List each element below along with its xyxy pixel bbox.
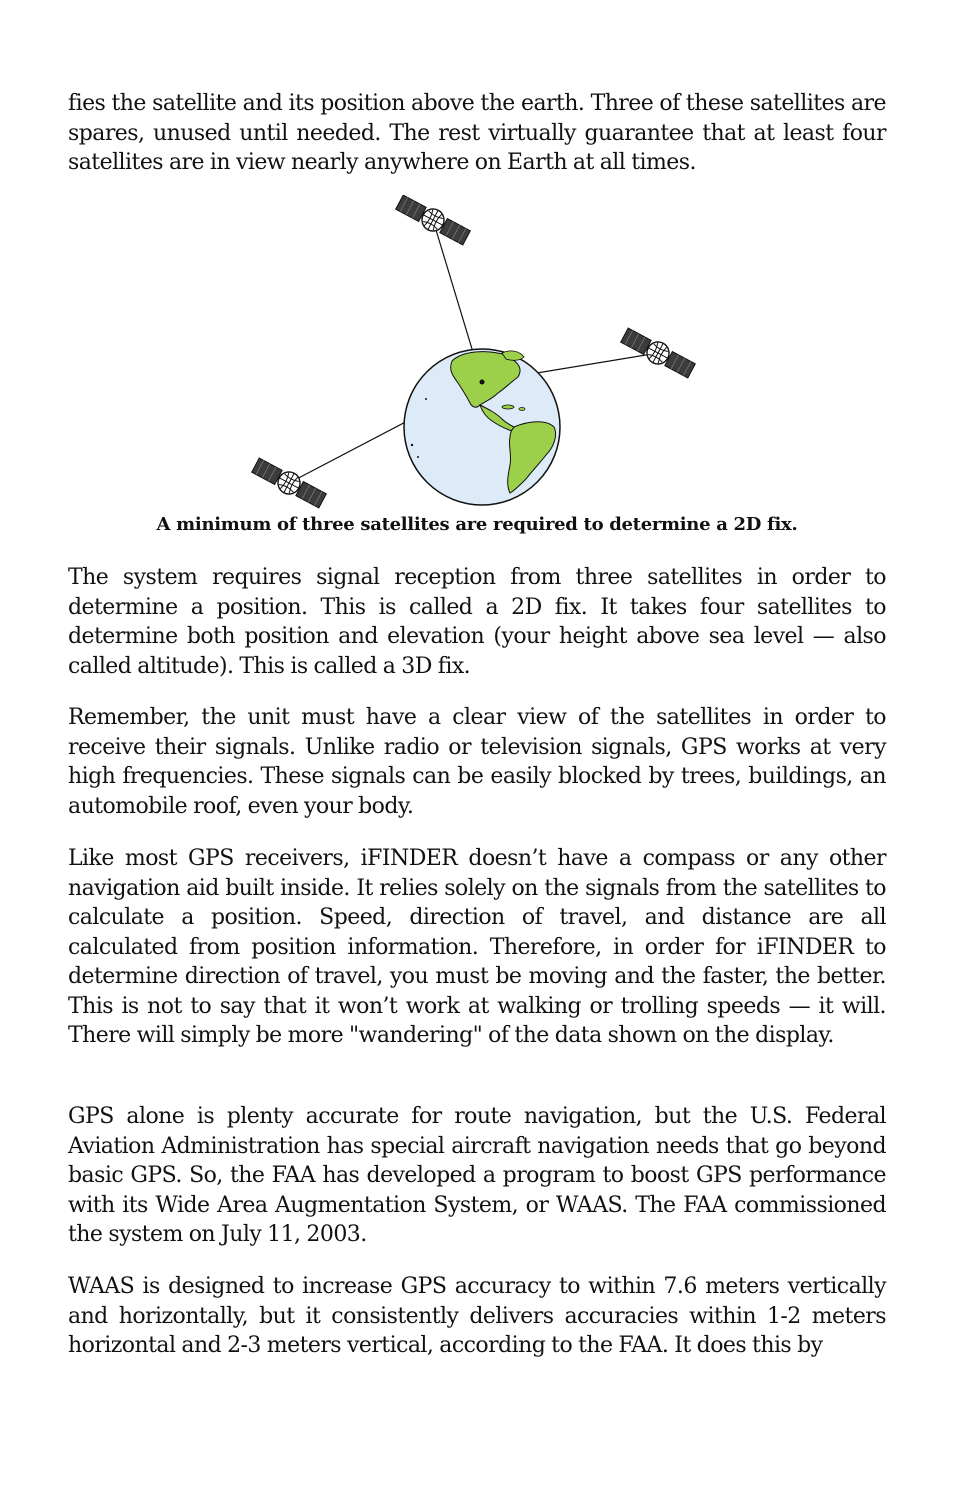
- satellite-diagram-svg: [240, 195, 710, 515]
- paragraph-ifinder: Like most GPS receivers, iFINDER doesn’t have a compass or any other navigation aid built inside. It relies solely on the signals from the satellites to calculate a position. Speed, direction of travel, and distance are all calculated from position information. Therefore, in order for iFINDER to determine direction of travel, you must be moving and the faster, the better. This is not to say that it won’t work at walking or trolling speeds — it will. There will simply be more "wandering" of the data shown on the display.: [68, 846, 886, 1048]
- paragraph-faa: GPS alone is plenty accurate for route navigation, but the U.S. Federal Aviation Administration has special aircraft navigation needs that go beyond basic GPS. So, the FAA has developed a program to boost GPS performance with its Wide Area Augmentation System, or WAAS. The FAA commissioned the system on July 11, 2003.: [68, 1104, 886, 1247]
- paragraph-clear-view: Remember, the unit must have a clear view of the satellites in order to receive their signals. Unlike radio or television signals, GPS works at very high frequencies. These signals can be easily blocked by trees, buildings, an automobile roof, even your body.: [68, 705, 886, 819]
- paragraph-waas: WAAS is designed to increase GPS accuracy to within 7.6 meters vertically and horizontally, but it consistently delivers accuracies within 1-2 meters horizontal and 2-3 meters vertical, according to the FAA. It does this by: [68, 1274, 886, 1358]
- satellite-right: [619, 325, 696, 380]
- satellite-top: [394, 195, 471, 248]
- satellite-left: [250, 455, 327, 510]
- paragraph-2d-3d-fix: The system requires signal reception from three satellites in order to determine a position. This is called a 2D fix. It takes four satellites to determine both position and elevation (your height above sea level — also called altitude). This is called a 3D fix.: [68, 565, 886, 679]
- earth-globe: [404, 349, 560, 505]
- figure-caption: A minimum of three satellites are required to determine a 2D fix.: [156, 514, 798, 535]
- satellite-diagram: [240, 195, 710, 515]
- paragraph-intro: fies the satellite and its position above the earth. Three of these satellites are spares, unused until needed. The rest virtually guarantee that at least four satellites are in view nearly anywhere on Earth at all times.: [68, 91, 886, 175]
